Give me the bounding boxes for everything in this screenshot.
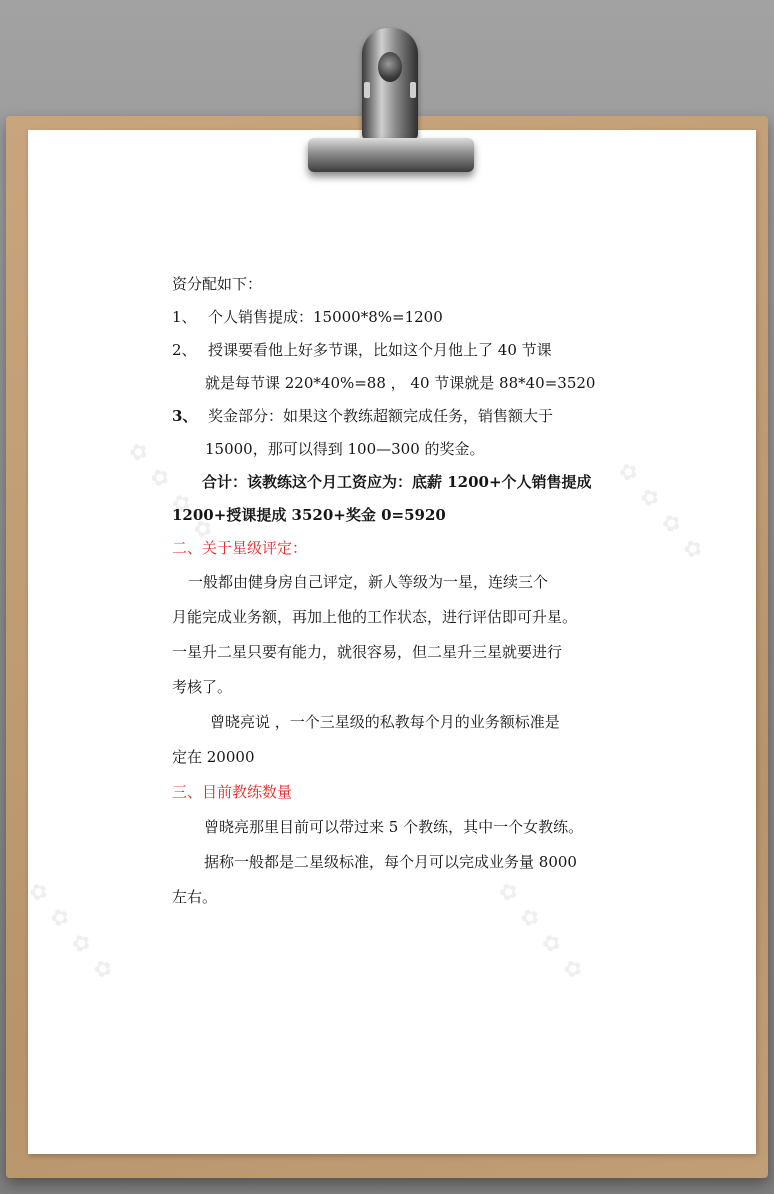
watermark-mark: ✿ ✿ ✿ ✿	[22, 877, 121, 988]
list-item-3-continued: 15000，那可以得到 100—300 的奖金。	[205, 440, 485, 458]
list-item-2	[172, 334, 604, 367]
section-heading-coach-count: 三、目前教练数量	[172, 783, 293, 801]
watermark-mark: ✿ ✿ ✿ ✿	[492, 877, 591, 988]
total-summary: 合计：该教练这个月工资应为：底薪 1200+个人销售提成	[202, 473, 592, 491]
paragraph-standard: 曾晓亮说 ，一个三星级的私教每个月的业务额标准是	[210, 713, 560, 731]
paragraph-standard-line: 定在 20000	[172, 748, 255, 766]
list-number: 2、	[172, 341, 197, 359]
list-item-text: 奖金部分：如果这个教练超额完成任务，销售额大于	[208, 407, 554, 425]
list-item-text: 个人销售提成：15000*8%=1200	[208, 308, 443, 326]
section-heading-star-rating: 二、关于星级评定：	[172, 539, 308, 557]
total-summary-continued: 1200+授课提成 3520+奖金 0=5920	[172, 506, 446, 524]
paragraph-star-rating: 一般都由健身房自己评定，新人等级为一星，连续三个	[188, 573, 549, 591]
paragraph-coach-standard: 据称一般都是二星级标准，每个月可以完成业务量 8000	[204, 853, 577, 871]
paragraph-coach-count: 曾晓亮那里目前可以带过来 5 个教练，其中一个女教练。	[204, 818, 584, 836]
binder-clip-wire-right	[410, 82, 416, 98]
list-item-2-continued: 就是每节课 220*40%=88 ， 40 节课就是 88*40=3520	[205, 374, 596, 392]
paragraph-intro: 资分配如下：	[172, 275, 263, 293]
paragraph-star-rating-line: 一星升二星只要有能力，就很容易，但二星升三星就要进行	[172, 643, 563, 661]
watermark-mark: ✿ ✿ ✿ ✿	[122, 437, 221, 548]
paragraph-coach-standard-line: 左右。	[172, 888, 218, 906]
list-item-1	[172, 301, 604, 334]
list-item-text: 授课要看他上好多节课，比如这个月他上了 40 节课	[208, 341, 552, 359]
binder-clip-hole	[378, 52, 402, 82]
binder-clip-wire-left	[364, 82, 370, 98]
watermark-mark: ✿ ✿ ✿ ✿	[612, 457, 711, 568]
list-number: 1、	[172, 308, 197, 326]
paragraph-star-rating-line: 考核了。	[172, 678, 233, 696]
list-item-3	[172, 400, 604, 433]
binder-clip-bar	[308, 138, 474, 172]
paragraph-star-rating-line: 月能完成业务额，再加上他的工作状态，进行评估即可升星。	[172, 608, 578, 626]
list-number: 3、	[172, 407, 198, 425]
document-body	[172, 268, 604, 915]
